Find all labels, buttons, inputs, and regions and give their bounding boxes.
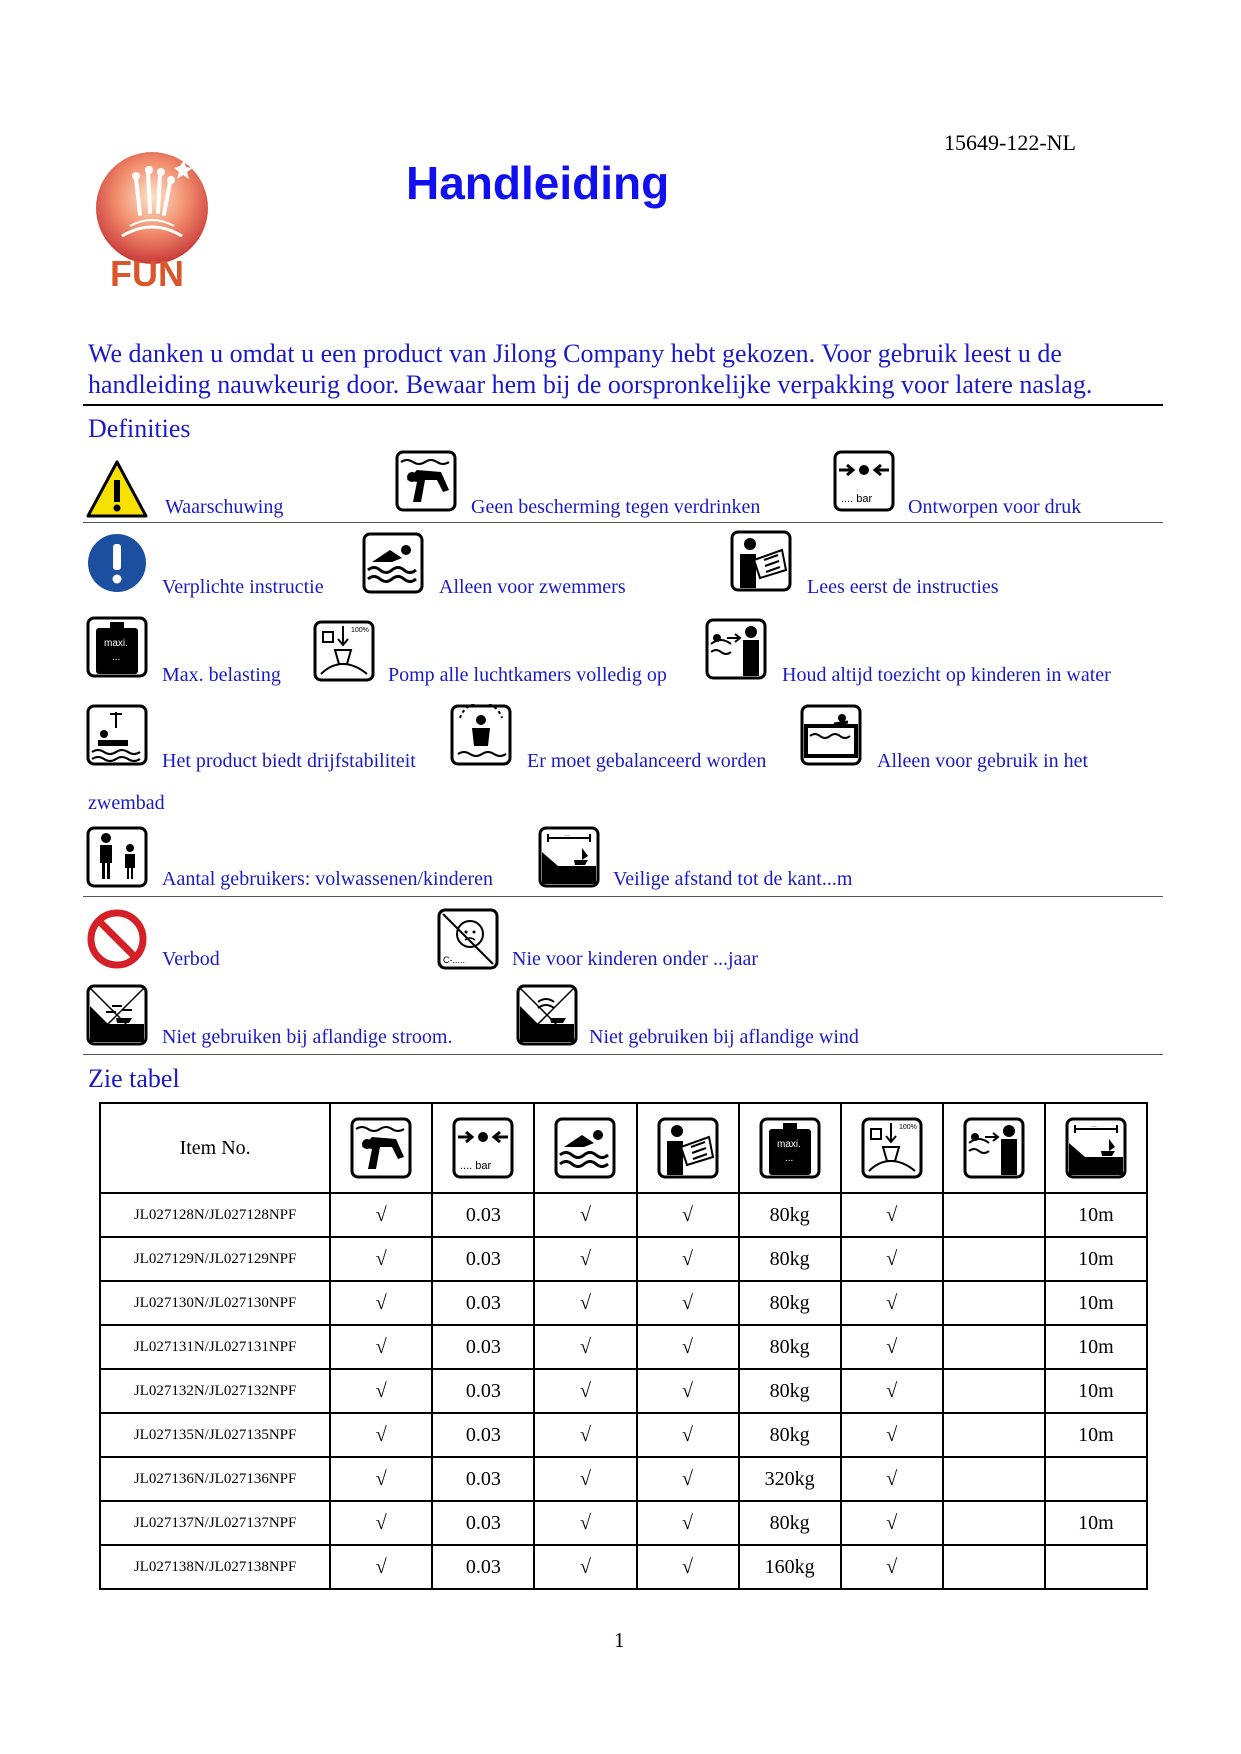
pressure-bar-icon (833, 450, 895, 512)
table-row (100, 1457, 1147, 1501)
definition-label: Niet gebruiken bij aflandige stroom. (162, 1026, 453, 1048)
divider (83, 896, 1163, 897)
intro-text: We danken u omdat u een product van Jilong Company hebt gekozen. Voor gebruik leest u de handleiding nauwkeurig door. Bewaar hem bij de oorspronkelijke verpakking voor latere naslag. (88, 339, 1093, 399)
table-cell (943, 1545, 1045, 1589)
table-cell: √ (841, 1457, 943, 1501)
table-cell: 0.03 (432, 1193, 534, 1237)
table-cell: √ (534, 1281, 636, 1325)
table-row (100, 1369, 1147, 1413)
supervise-children-icon (705, 618, 767, 680)
no-offshore-current-icon (86, 984, 148, 1046)
item-number: JL027137N/JL027137NPF (100, 1501, 330, 1545)
table-cell: √ (841, 1501, 943, 1545)
table-cell: 0.03 (432, 1237, 534, 1281)
max-load-icon (759, 1117, 821, 1179)
read-instructions-icon (657, 1117, 719, 1179)
buoyancy-stability-icon (86, 704, 148, 766)
item-number: JL027128N/JL027128NPF (100, 1193, 330, 1237)
warning-triangle-icon (86, 458, 148, 520)
table-cell: √ (637, 1369, 739, 1413)
definition-label: Alleen voor gebruik in het (877, 750, 1089, 772)
table-cell: √ (841, 1193, 943, 1237)
definition-label: Lees eerst de instructies (807, 576, 999, 598)
table-cell: √ (637, 1457, 739, 1501)
table-cell: 80kg (739, 1369, 841, 1413)
not-for-children-icon (437, 908, 499, 970)
column-header (330, 1103, 432, 1193)
table-row (100, 1281, 1147, 1325)
pressure-bar-icon (452, 1117, 514, 1179)
table-cell (943, 1237, 1045, 1281)
definition-label: Verplichte instructie (162, 576, 324, 598)
specifications-table (99, 1102, 1148, 1590)
table-heading: Zie tabel (88, 1064, 180, 1093)
table-cell: √ (534, 1369, 636, 1413)
table-row (100, 1193, 1147, 1237)
divider (83, 522, 1163, 523)
table-cell: √ (841, 1413, 943, 1457)
definition-label: Alleen voor zwemmers (439, 576, 626, 598)
no-drowning-protection-icon (395, 450, 457, 512)
item-number: JL027131N/JL027131NPF (100, 1325, 330, 1369)
table-cell: 160kg (739, 1545, 841, 1589)
document-number: 15649-122-NL (944, 130, 1076, 155)
definitions-heading: Definities (88, 414, 191, 443)
table-cell: 10m (1045, 1413, 1147, 1457)
table-cell: √ (637, 1545, 739, 1589)
table-cell (943, 1325, 1045, 1369)
max-load-icon (86, 616, 148, 678)
table-cell: √ (534, 1237, 636, 1281)
table-cell: 10m (1045, 1369, 1147, 1413)
table-cell (1045, 1545, 1147, 1589)
table-cell: 0.03 (432, 1413, 534, 1457)
table-cell: √ (330, 1501, 432, 1545)
table-cell: √ (637, 1281, 739, 1325)
definition-label: Houd altijd toezicht op kinderen in water (782, 664, 1111, 686)
table-cell: √ (330, 1237, 432, 1281)
table-cell: 10m (1045, 1193, 1147, 1237)
table-cell: 0.03 (432, 1501, 534, 1545)
divider (83, 404, 1163, 406)
no-offshore-wind-icon (516, 984, 578, 1046)
mandatory-instruction-icon (86, 532, 148, 594)
svg-text:FUN: FUN (110, 253, 184, 294)
page-title: Handleiding (406, 157, 670, 209)
item-number: JL027129N/JL027129NPF (100, 1237, 330, 1281)
definition-label: Er moet gebalanceerd worden (527, 750, 767, 772)
definition-label: Pomp alle luchtkamers volledig op (388, 664, 667, 686)
fun-logo (92, 148, 214, 296)
table-cell: 80kg (739, 1413, 841, 1457)
definition-label: Het product biedt drijfstabiliteit (162, 750, 416, 772)
definition-label: Waarschuwing (165, 496, 284, 518)
table-cell: 80kg (739, 1325, 841, 1369)
item-number: JL027138N/JL027138NPF (100, 1545, 330, 1589)
safe-distance-icon (1065, 1117, 1127, 1179)
pump-all-chambers-icon (313, 620, 375, 682)
balance-icon (450, 704, 512, 766)
definition-label: Nie voor kinderen onder ...jaar (512, 948, 759, 970)
users-adults-children-icon (86, 826, 148, 888)
table-cell: √ (330, 1457, 432, 1501)
table-cell: √ (330, 1325, 432, 1369)
table-row (100, 1325, 1147, 1369)
table-cell: √ (330, 1369, 432, 1413)
table-row (100, 1501, 1147, 1545)
table-cell: √ (637, 1325, 739, 1369)
safe-distance-icon (538, 826, 600, 888)
table-cell: √ (637, 1237, 739, 1281)
item-number: JL027132N/JL027132NPF (100, 1369, 330, 1413)
table-cell (943, 1281, 1045, 1325)
column-header (841, 1103, 943, 1193)
supervise-children-icon (963, 1117, 1025, 1179)
table-cell: √ (330, 1281, 432, 1325)
table-cell: 0.03 (432, 1325, 534, 1369)
pool-only-icon (800, 704, 862, 766)
swimmers-only-icon (554, 1117, 616, 1179)
table-cell: 80kg (739, 1281, 841, 1325)
table-cell: 10m (1045, 1281, 1147, 1325)
table-cell: 0.03 (432, 1545, 534, 1589)
table-header-row (100, 1103, 1147, 1193)
table-cell (943, 1457, 1045, 1501)
table-cell: 80kg (739, 1501, 841, 1545)
table-cell: √ (330, 1413, 432, 1457)
table-row (100, 1545, 1147, 1589)
table-cell: 10m (1045, 1237, 1147, 1281)
table-cell: √ (637, 1501, 739, 1545)
definition-label: Ontworpen voor druk (908, 496, 1082, 518)
column-header (943, 1103, 1045, 1193)
table-cell (943, 1501, 1045, 1545)
table-cell: 320kg (739, 1457, 841, 1501)
definition-label: Aantal gebruikers: volwassenen/kinderen (162, 868, 494, 890)
table-cell: 0.03 (432, 1457, 534, 1501)
table-cell: √ (534, 1501, 636, 1545)
definition-label: Niet gebruiken bij aflandige wind (589, 1026, 859, 1048)
table-cell: √ (534, 1325, 636, 1369)
definition-label: Veilige afstand tot de kant...m (613, 868, 853, 890)
table-cell: 0.03 (432, 1281, 534, 1325)
table-cell: √ (534, 1193, 636, 1237)
table-cell: √ (330, 1545, 432, 1589)
table-cell: √ (534, 1545, 636, 1589)
table-cell (1045, 1457, 1147, 1501)
table-cell: √ (841, 1369, 943, 1413)
column-header (739, 1103, 841, 1193)
table-cell: 0.03 (432, 1369, 534, 1413)
table-cell: √ (637, 1193, 739, 1237)
prohibition-icon (86, 908, 148, 970)
definition-label: Geen bescherming tegen verdrinken (471, 496, 761, 518)
swimmers-only-icon (362, 532, 424, 594)
definition-label-continuation: zwembad (88, 792, 165, 814)
no-drowning-protection-icon (350, 1117, 412, 1179)
table-cell: 80kg (739, 1193, 841, 1237)
definition-label: Verbod (162, 948, 220, 970)
item-number-header: Item No. (100, 1103, 330, 1193)
definition-label: Max. belasting (162, 664, 281, 686)
column-header (432, 1103, 534, 1193)
table-cell (943, 1413, 1045, 1457)
item-number: JL027130N/JL027130NPF (100, 1281, 330, 1325)
item-number: JL027135N/JL027135NPF (100, 1413, 330, 1457)
column-header (1045, 1103, 1147, 1193)
table-cell (943, 1193, 1045, 1237)
table-cell: √ (534, 1413, 636, 1457)
pump-all-chambers-icon (861, 1117, 923, 1179)
read-instructions-icon (730, 530, 792, 592)
table-cell: √ (841, 1237, 943, 1281)
table-cell (943, 1369, 1045, 1413)
table-cell: 10m (1045, 1501, 1147, 1545)
table-cell: √ (534, 1457, 636, 1501)
divider (83, 1054, 1163, 1055)
table-row (100, 1413, 1147, 1457)
table-cell: √ (841, 1545, 943, 1589)
column-header (637, 1103, 739, 1193)
table-cell: √ (841, 1281, 943, 1325)
item-number: JL027136N/JL027136NPF (100, 1457, 330, 1501)
table-cell: √ (637, 1413, 739, 1457)
column-header (534, 1103, 636, 1193)
table-cell: 10m (1045, 1325, 1147, 1369)
table-cell: 80kg (739, 1237, 841, 1281)
table-cell: √ (330, 1193, 432, 1237)
table-cell: √ (841, 1325, 943, 1369)
table-row (100, 1237, 1147, 1281)
page-number: 1 (614, 1628, 625, 1652)
